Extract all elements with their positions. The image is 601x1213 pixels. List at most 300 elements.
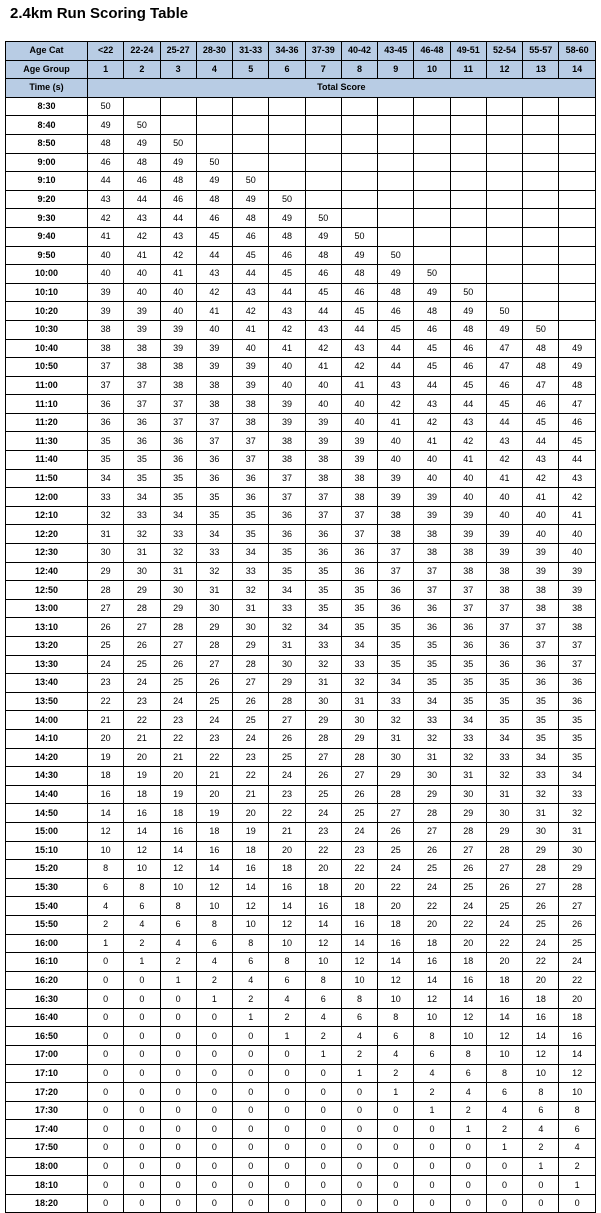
score-cell xyxy=(378,190,414,209)
score-cell: 18 xyxy=(378,915,414,934)
score-cell: 25 xyxy=(486,897,522,916)
score-cell: 21 xyxy=(124,729,160,748)
score-cell: 0 xyxy=(160,1008,196,1027)
score-cell: 28 xyxy=(233,655,269,674)
score-cell: 39 xyxy=(450,525,486,544)
score-cell: 0 xyxy=(160,1139,196,1158)
score-cell: 35 xyxy=(414,637,450,656)
score-cell: 0 xyxy=(233,1027,269,1046)
score-cell: 20 xyxy=(305,860,341,879)
score-cell: 27 xyxy=(341,767,377,786)
score-cell: 0 xyxy=(160,1194,196,1213)
table-row xyxy=(6,116,596,135)
score-cell: 28 xyxy=(269,692,305,711)
score-cell: 0 xyxy=(196,1008,232,1027)
score-cell: 40 xyxy=(88,265,124,284)
score-cell: 46 xyxy=(88,153,124,172)
score-cell: 46 xyxy=(233,227,269,246)
score-cell: 36 xyxy=(414,599,450,618)
table-row xyxy=(6,878,596,897)
score-cell: 39 xyxy=(124,320,160,339)
score-cell xyxy=(341,134,377,153)
table-row xyxy=(6,376,596,395)
score-cell: 34 xyxy=(414,692,450,711)
time-cell: 10:00 xyxy=(6,265,88,284)
score-cell: 4 xyxy=(559,1139,595,1158)
score-cell xyxy=(559,134,595,153)
time-cell: 14:20 xyxy=(6,748,88,767)
score-cell: 36 xyxy=(233,469,269,488)
score-cell: 8 xyxy=(160,897,196,916)
score-cell xyxy=(559,153,595,172)
score-cell: 8 xyxy=(414,1027,450,1046)
score-cell xyxy=(233,134,269,153)
score-cell: 26 xyxy=(523,897,559,916)
score-cell: 0 xyxy=(559,1194,595,1213)
time-cell: 13:40 xyxy=(6,674,88,693)
score-cell: 27 xyxy=(196,655,232,674)
score-cell: 24 xyxy=(341,822,377,841)
score-cell: 8 xyxy=(88,860,124,879)
score-cell: 16 xyxy=(414,953,450,972)
score-cell: 32 xyxy=(523,785,559,804)
score-cell: 30 xyxy=(233,618,269,637)
score-cell: 38 xyxy=(305,451,341,470)
score-cell: 32 xyxy=(414,729,450,748)
score-cell: 36 xyxy=(450,618,486,637)
score-cell: 6 xyxy=(124,897,160,916)
score-cell: 14 xyxy=(233,878,269,897)
table-row xyxy=(6,618,596,637)
score-cell xyxy=(341,172,377,191)
score-cell: 34 xyxy=(486,729,522,748)
score-cell: 10 xyxy=(341,971,377,990)
score-cell: 4 xyxy=(378,1046,414,1065)
score-cell: 0 xyxy=(486,1176,522,1195)
score-cell: 37 xyxy=(196,413,232,432)
score-cell xyxy=(341,153,377,172)
score-cell: 41 xyxy=(450,451,486,470)
score-cell: 12 xyxy=(450,1008,486,1027)
score-cell: 25 xyxy=(523,915,559,934)
score-cell: 0 xyxy=(196,1157,232,1176)
score-cell: 8 xyxy=(523,1083,559,1102)
score-cell: 50 xyxy=(305,209,341,228)
score-cell: 48 xyxy=(450,320,486,339)
score-cell: 40 xyxy=(523,525,559,544)
score-cell: 0 xyxy=(160,1046,196,1065)
time-cell: 12:10 xyxy=(6,506,88,525)
score-cell xyxy=(378,134,414,153)
age-cat-label: Age Cat xyxy=(6,42,88,61)
score-cell: 20 xyxy=(160,767,196,786)
table-row xyxy=(6,1176,596,1195)
score-cell xyxy=(341,209,377,228)
score-cell: 18 xyxy=(559,1008,595,1027)
score-cell: 42 xyxy=(160,246,196,265)
score-cell: 2 xyxy=(523,1139,559,1158)
score-cell xyxy=(450,265,486,284)
score-cell: 46 xyxy=(450,358,486,377)
score-cell xyxy=(523,246,559,265)
score-cell: 39 xyxy=(414,506,450,525)
score-cell: 6 xyxy=(486,1083,522,1102)
time-cell: 17:10 xyxy=(6,1064,88,1083)
score-cell: 24 xyxy=(559,953,595,972)
score-cell: 29 xyxy=(450,804,486,823)
score-cell: 34 xyxy=(269,581,305,600)
score-cell: 49 xyxy=(305,227,341,246)
score-cell: 37 xyxy=(305,506,341,525)
score-cell: 12 xyxy=(88,822,124,841)
score-cell: 20 xyxy=(450,934,486,953)
score-cell: 2 xyxy=(341,1046,377,1065)
score-cell: 2 xyxy=(414,1083,450,1102)
score-cell: 34 xyxy=(559,767,595,786)
score-cell xyxy=(269,116,305,135)
time-cell: 13:10 xyxy=(6,618,88,637)
score-cell: 10 xyxy=(233,915,269,934)
time-label: Time (s) xyxy=(6,79,88,98)
score-cell: 45 xyxy=(523,413,559,432)
score-cell: 21 xyxy=(196,767,232,786)
score-cell: 18 xyxy=(269,860,305,879)
score-cell: 50 xyxy=(88,97,124,116)
score-cell: 40 xyxy=(269,358,305,377)
score-cell: 0 xyxy=(523,1176,559,1195)
table-row xyxy=(6,581,596,600)
score-cell: 43 xyxy=(196,265,232,284)
score-cell xyxy=(523,209,559,228)
score-cell: 38 xyxy=(486,562,522,581)
score-cell: 0 xyxy=(160,1083,196,1102)
score-cell: 37 xyxy=(523,637,559,656)
score-cell: 23 xyxy=(305,822,341,841)
score-cell: 42 xyxy=(196,283,232,302)
score-cell: 12 xyxy=(486,1027,522,1046)
score-cell: 10 xyxy=(486,1046,522,1065)
score-cell: 6 xyxy=(559,1120,595,1139)
score-cell: 18 xyxy=(414,934,450,953)
score-cell: 45 xyxy=(269,265,305,284)
score-cell: 0 xyxy=(269,1139,305,1158)
score-cell: 35 xyxy=(160,469,196,488)
score-cell: 14 xyxy=(305,915,341,934)
score-cell xyxy=(341,190,377,209)
age-category-header: 37-39 xyxy=(305,42,341,61)
score-cell xyxy=(486,227,522,246)
score-cell: 41 xyxy=(88,227,124,246)
time-cell: 12:00 xyxy=(6,488,88,507)
score-cell: 24 xyxy=(450,897,486,916)
table-row xyxy=(6,804,596,823)
time-cell: 11:30 xyxy=(6,432,88,451)
score-cell: 41 xyxy=(124,246,160,265)
score-cell: 39 xyxy=(269,413,305,432)
score-cell: 33 xyxy=(523,767,559,786)
score-cell: 38 xyxy=(269,451,305,470)
score-cell: 37 xyxy=(88,376,124,395)
score-cell: 26 xyxy=(88,618,124,637)
score-cell: 35 xyxy=(196,506,232,525)
score-cell: 36 xyxy=(378,581,414,600)
score-cell: 31 xyxy=(414,748,450,767)
score-cell: 39 xyxy=(88,302,124,321)
score-cell xyxy=(559,190,595,209)
score-cell: 44 xyxy=(523,432,559,451)
score-cell: 37 xyxy=(414,562,450,581)
score-cell: 12 xyxy=(559,1064,595,1083)
score-cell: 29 xyxy=(378,767,414,786)
age-group-header: 2 xyxy=(124,60,160,79)
score-cell: 8 xyxy=(486,1064,522,1083)
score-cell xyxy=(269,153,305,172)
score-cell: 22 xyxy=(305,841,341,860)
time-cell: 11:10 xyxy=(6,395,88,414)
table-row xyxy=(6,525,596,544)
score-cell: 29 xyxy=(559,860,595,879)
score-cell xyxy=(559,302,595,321)
score-cell: 35 xyxy=(305,562,341,581)
score-cell: 44 xyxy=(305,302,341,321)
score-cell: 46 xyxy=(486,376,522,395)
score-cell: 26 xyxy=(269,729,305,748)
score-cell: 43 xyxy=(160,227,196,246)
score-cell: 34 xyxy=(305,618,341,637)
score-cell: 45 xyxy=(414,358,450,377)
score-cell: 46 xyxy=(378,302,414,321)
score-cell: 19 xyxy=(88,748,124,767)
score-cell: 31 xyxy=(305,674,341,693)
score-cell: 48 xyxy=(523,339,559,358)
score-cell xyxy=(523,302,559,321)
time-cell: 17:50 xyxy=(6,1139,88,1158)
score-cell: 43 xyxy=(305,320,341,339)
score-cell: 28 xyxy=(414,804,450,823)
age-category-header: 28-30 xyxy=(196,42,232,61)
time-cell: 18:00 xyxy=(6,1157,88,1176)
score-cell: 31 xyxy=(559,822,595,841)
score-cell: 31 xyxy=(88,525,124,544)
score-cell: 0 xyxy=(305,1176,341,1195)
score-cell: 36 xyxy=(559,692,595,711)
score-cell: 1 xyxy=(269,1027,305,1046)
time-cell: 9:00 xyxy=(6,153,88,172)
age-category-header: 52-54 xyxy=(486,42,522,61)
score-cell: 35 xyxy=(160,488,196,507)
score-cell xyxy=(523,265,559,284)
score-cell: 35 xyxy=(523,729,559,748)
score-cell: 0 xyxy=(341,1101,377,1120)
score-cell: 44 xyxy=(160,209,196,228)
age-category-header: 43-45 xyxy=(378,42,414,61)
score-cell: 31 xyxy=(160,562,196,581)
score-cell: 33 xyxy=(559,785,595,804)
score-cell: 1 xyxy=(341,1064,377,1083)
score-cell: 14 xyxy=(269,897,305,916)
score-cell: 45 xyxy=(233,246,269,265)
score-cell: 0 xyxy=(269,1083,305,1102)
score-cell: 0 xyxy=(124,1139,160,1158)
score-cell: 0 xyxy=(160,1176,196,1195)
score-cell: 39 xyxy=(305,432,341,451)
score-cell xyxy=(378,209,414,228)
score-cell: 29 xyxy=(523,841,559,860)
score-cell: 38 xyxy=(269,432,305,451)
score-cell: 37 xyxy=(414,581,450,600)
age-group-header: 13 xyxy=(523,60,559,79)
table-row xyxy=(6,822,596,841)
score-cell: 36 xyxy=(305,525,341,544)
score-cell: 38 xyxy=(341,488,377,507)
time-cell: 8:50 xyxy=(6,134,88,153)
score-cell: 38 xyxy=(378,506,414,525)
score-cell xyxy=(378,97,414,116)
score-cell: 28 xyxy=(305,729,341,748)
score-cell: 36 xyxy=(486,637,522,656)
score-cell: 40 xyxy=(414,469,450,488)
score-cell: 38 xyxy=(450,562,486,581)
time-cell: 8:40 xyxy=(6,116,88,135)
score-cell xyxy=(559,172,595,191)
score-cell: 44 xyxy=(559,451,595,470)
score-cell: 33 xyxy=(414,711,450,730)
table-row xyxy=(6,246,596,265)
score-cell: 24 xyxy=(486,915,522,934)
time-cell: 14:30 xyxy=(6,767,88,786)
score-cell: 40 xyxy=(523,506,559,525)
table-row xyxy=(6,1120,596,1139)
score-cell: 14 xyxy=(341,934,377,953)
score-cell: 39 xyxy=(196,339,232,358)
score-cell: 20 xyxy=(559,990,595,1009)
score-cell: 39 xyxy=(305,413,341,432)
time-cell: 13:30 xyxy=(6,655,88,674)
score-cell xyxy=(523,172,559,191)
age-group-header: 14 xyxy=(559,60,595,79)
score-cell: 43 xyxy=(378,376,414,395)
score-cell: 0 xyxy=(269,1046,305,1065)
score-cell: 48 xyxy=(341,265,377,284)
score-cell: 1 xyxy=(88,934,124,953)
score-cell: 48 xyxy=(160,172,196,191)
score-cell: 14 xyxy=(486,1008,522,1027)
score-cell: 40 xyxy=(124,265,160,284)
score-cell xyxy=(414,190,450,209)
score-cell: 38 xyxy=(305,469,341,488)
score-cell: 43 xyxy=(486,432,522,451)
score-cell: 24 xyxy=(160,692,196,711)
score-cell: 30 xyxy=(124,562,160,581)
score-cell: 28 xyxy=(341,748,377,767)
score-cell: 38 xyxy=(450,544,486,563)
time-cell: 17:30 xyxy=(6,1101,88,1120)
score-cell: 43 xyxy=(414,395,450,414)
score-cell: 22 xyxy=(559,971,595,990)
score-cell: 46 xyxy=(414,320,450,339)
score-cell xyxy=(305,97,341,116)
score-cell: 4 xyxy=(450,1083,486,1102)
score-cell: 0 xyxy=(233,1157,269,1176)
score-cell: 33 xyxy=(341,655,377,674)
score-cell: 34 xyxy=(341,637,377,656)
score-cell: 0 xyxy=(414,1120,450,1139)
score-cell: 31 xyxy=(523,804,559,823)
header-row-age-category xyxy=(6,42,596,61)
score-cell: 21 xyxy=(88,711,124,730)
score-cell: 27 xyxy=(559,897,595,916)
score-cell: 18 xyxy=(450,953,486,972)
score-cell: 27 xyxy=(450,841,486,860)
score-cell: 0 xyxy=(378,1139,414,1158)
score-cell: 0 xyxy=(124,1194,160,1213)
score-cell: 12 xyxy=(341,953,377,972)
scoring-table xyxy=(5,41,596,1213)
table-row xyxy=(6,860,596,879)
score-cell: 50 xyxy=(486,302,522,321)
score-cell: 35 xyxy=(378,637,414,656)
time-cell: 14:00 xyxy=(6,711,88,730)
table-row xyxy=(6,599,596,618)
score-cell: 48 xyxy=(523,358,559,377)
score-cell: 38 xyxy=(486,581,522,600)
score-cell: 23 xyxy=(196,729,232,748)
score-cell: 44 xyxy=(486,413,522,432)
score-cell: 43 xyxy=(559,469,595,488)
score-cell: 10 xyxy=(269,934,305,953)
score-cell: 38 xyxy=(523,581,559,600)
score-cell: 18 xyxy=(88,767,124,786)
score-cell: 48 xyxy=(414,302,450,321)
score-cell xyxy=(450,190,486,209)
score-cell xyxy=(378,172,414,191)
age-group-header: 4 xyxy=(196,60,232,79)
score-cell: 36 xyxy=(196,451,232,470)
time-cell: 10:40 xyxy=(6,339,88,358)
score-cell xyxy=(523,153,559,172)
score-cell: 6 xyxy=(196,934,232,953)
score-cell: 42 xyxy=(486,451,522,470)
score-cell: 35 xyxy=(305,599,341,618)
table-row xyxy=(6,692,596,711)
score-cell: 12 xyxy=(305,934,341,953)
score-cell: 36 xyxy=(523,674,559,693)
score-cell: 26 xyxy=(233,692,269,711)
score-cell: 45 xyxy=(196,227,232,246)
score-cell: 28 xyxy=(160,618,196,637)
score-cell xyxy=(414,209,450,228)
score-cell: 31 xyxy=(269,637,305,656)
score-cell: 40 xyxy=(88,246,124,265)
score-cell: 18 xyxy=(305,878,341,897)
score-cell: 40 xyxy=(160,283,196,302)
age-category-header: 25-27 xyxy=(160,42,196,61)
score-cell: 49 xyxy=(160,153,196,172)
score-cell xyxy=(414,153,450,172)
score-cell: 38 xyxy=(196,376,232,395)
score-cell: 37 xyxy=(269,469,305,488)
score-cell: 32 xyxy=(124,525,160,544)
score-cell: 25 xyxy=(378,841,414,860)
score-cell: 40 xyxy=(486,506,522,525)
score-cell: 1 xyxy=(523,1157,559,1176)
score-cell: 29 xyxy=(196,618,232,637)
age-category-header: 58-60 xyxy=(559,42,595,61)
score-cell xyxy=(160,116,196,135)
score-cell: 46 xyxy=(160,190,196,209)
score-cell: 0 xyxy=(305,1194,341,1213)
score-cell: 14 xyxy=(414,971,450,990)
